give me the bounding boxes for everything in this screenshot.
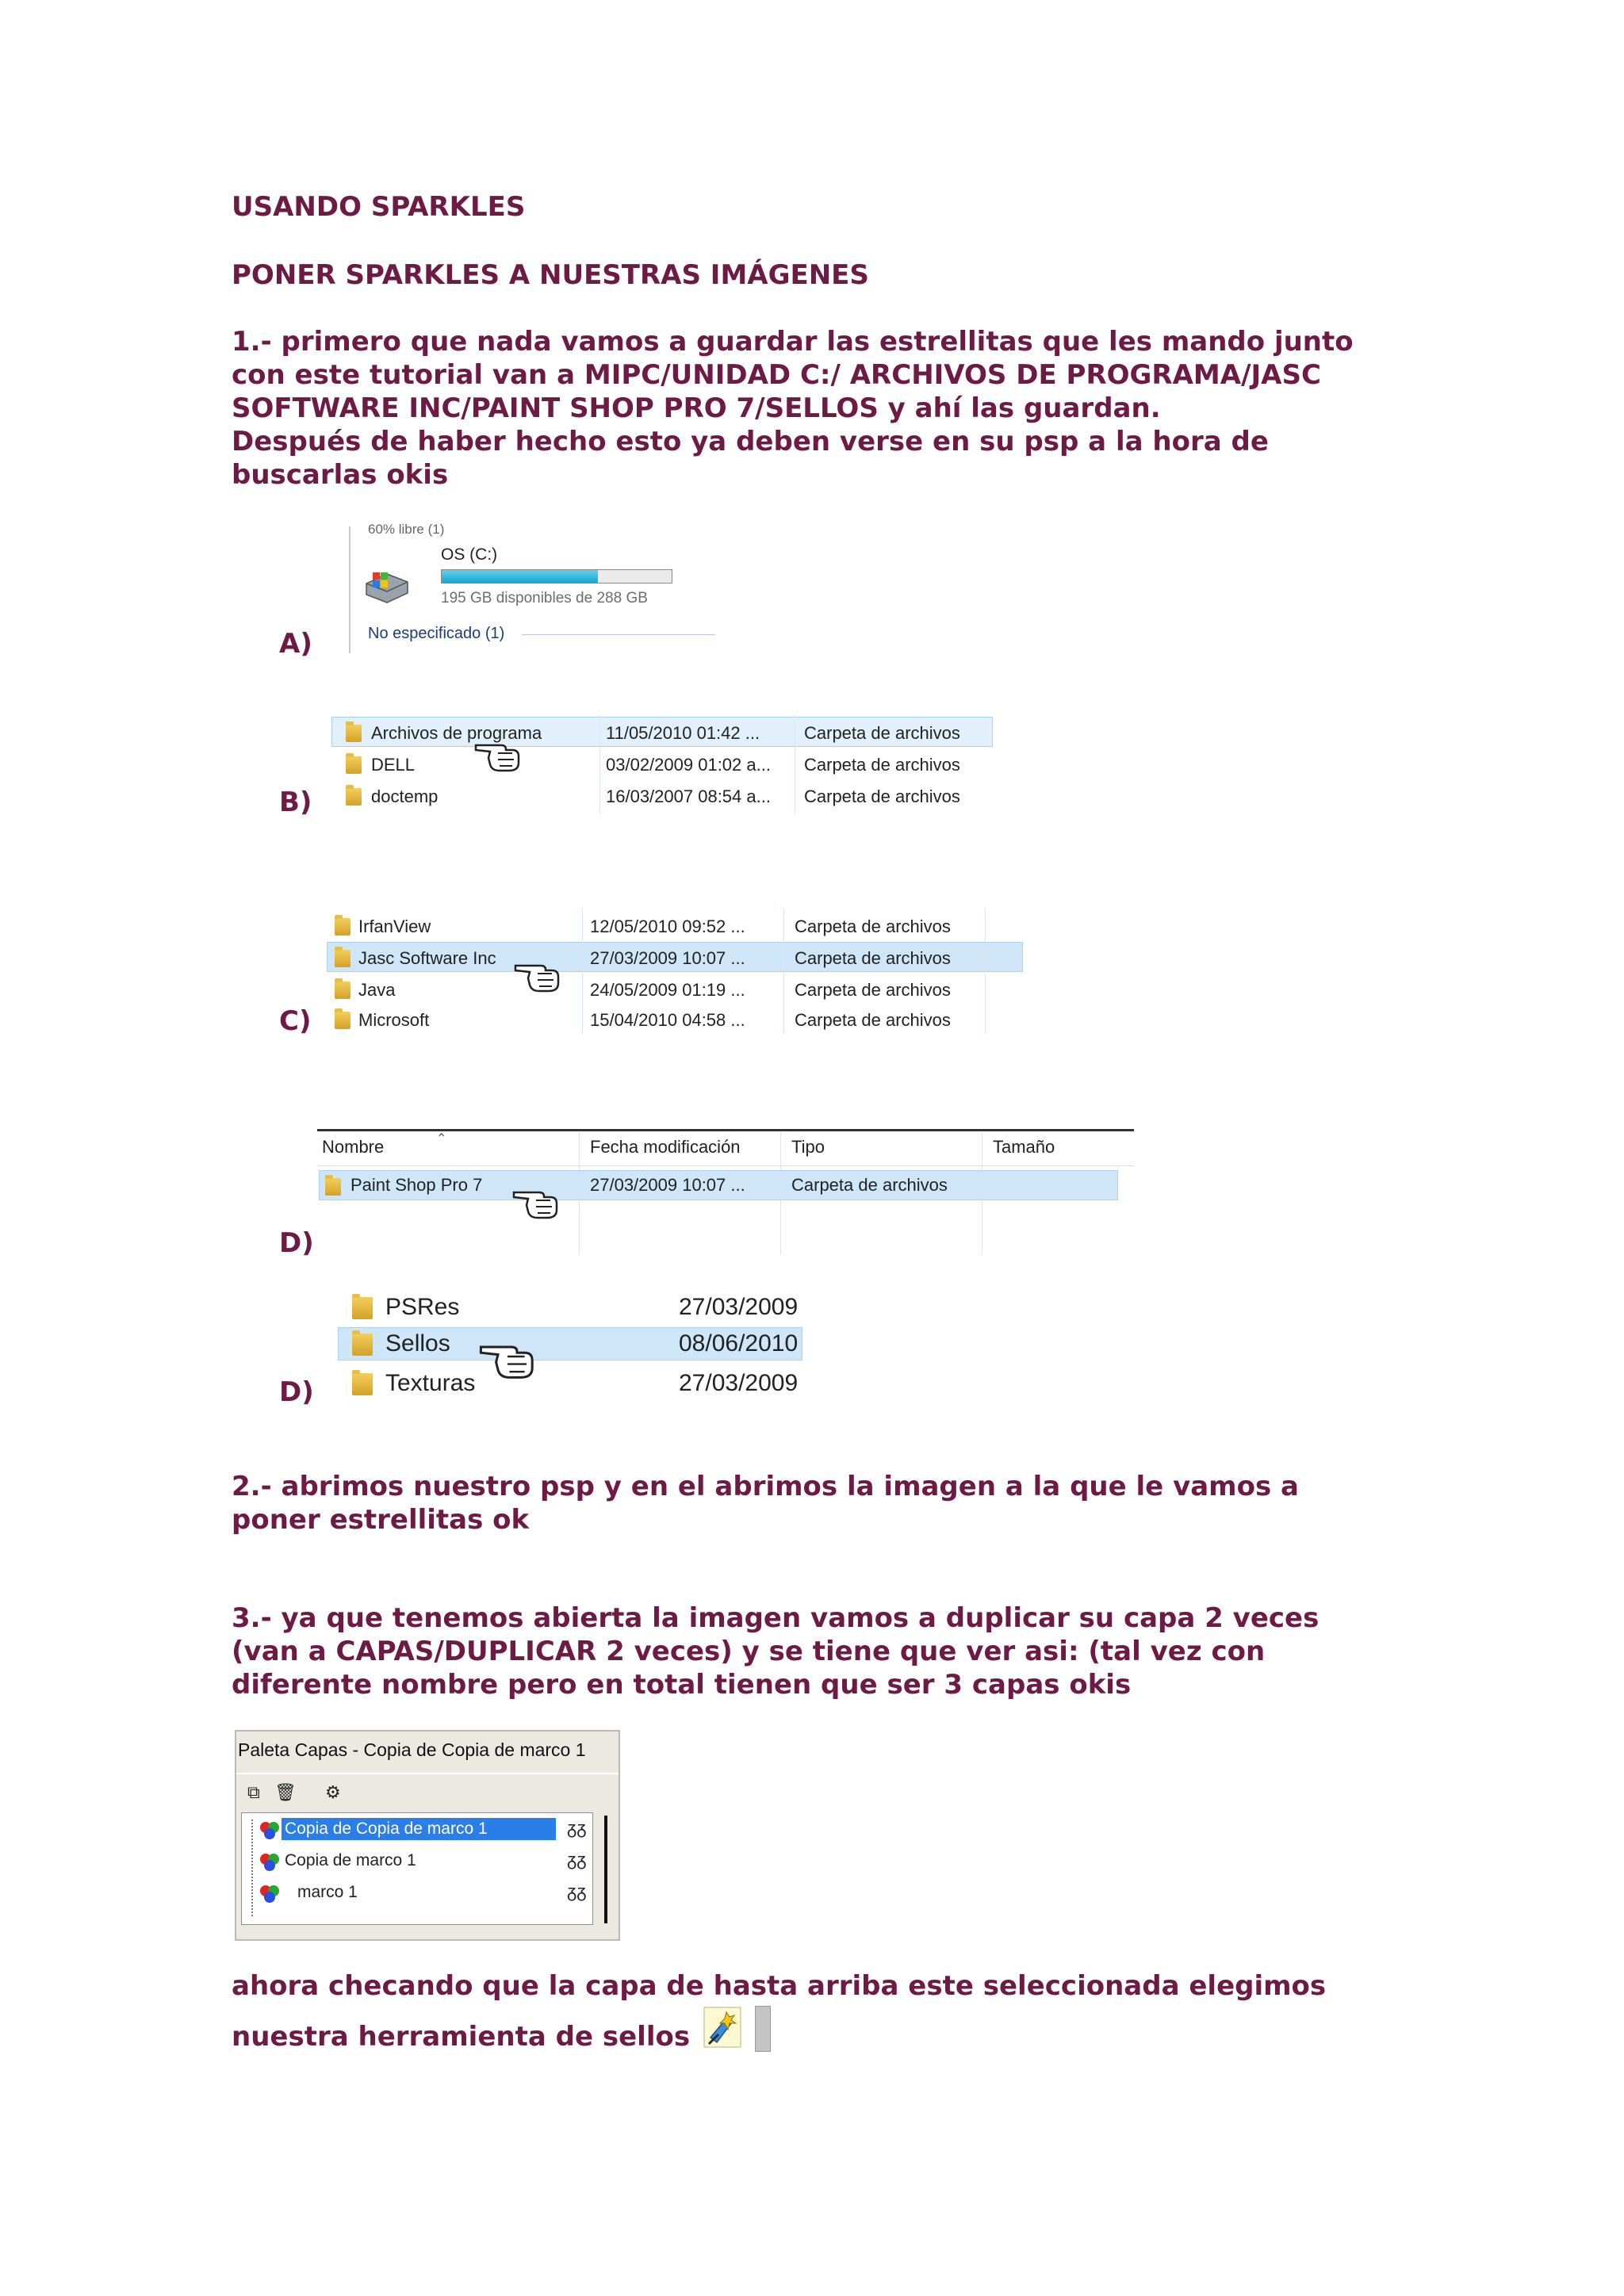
step3-line-2: (van a CAPAS/DUPLICAR 2 veces) y se tiene que ver asi: (tal vez con	[232, 1636, 1266, 1667]
label-d2: D)	[279, 1376, 314, 1408]
pointing-hand-icon	[512, 1181, 568, 1219]
step1-line-1: 1.- primero que nada vamos a guardar las estrellitas que les mando junto	[232, 326, 1354, 358]
drive-free-space: 195 GB disponibles de 288 GB	[441, 590, 648, 607]
column-header-date[interactable]: Fecha modificación	[590, 1137, 741, 1157]
row-name[interactable]: Archivos de programa	[371, 723, 542, 743]
drive-usage-bar	[441, 569, 672, 584]
folder-icon	[352, 1334, 373, 1356]
row-name[interactable]: Sellos	[385, 1330, 450, 1357]
screenshot-sellos-folder	[336, 1283, 804, 1406]
row-date: 08/06/2010	[679, 1330, 799, 1357]
layer-name[interactable]: Copia de marco 1	[285, 1851, 416, 1869]
closing-line-1: ahora checando que la capa de hasta arriba este seleccionada elegimos	[232, 1970, 1327, 2002]
sort-arrow-icon: ⌃	[436, 1132, 447, 1146]
row-name[interactable]: Texturas	[385, 1370, 476, 1396]
step1-line-3: SOFTWARE INC/PAINT SHOP PRO 7/SELLOS y ahí las guardan.	[232, 392, 1161, 424]
row-date: 11/05/2010 01:42 ...	[606, 723, 760, 743]
layer-name[interactable]: marco 1	[297, 1883, 358, 1901]
palette-scrollbar[interactable]	[604, 1816, 607, 1923]
row-date: 15/04/2010 04:58 ...	[590, 1010, 745, 1030]
visibility-icon[interactable]: ᵹᵹ	[567, 1818, 587, 1838]
row-type: Carpeta de archivos	[795, 1010, 951, 1030]
raster-layer-icon	[258, 1883, 282, 1904]
row-name[interactable]: IrfanView	[358, 916, 431, 936]
screenshot-jasc-folder	[327, 909, 1025, 1034]
palette-title: Paleta Capas - Copia de Copia de marco 1	[238, 1739, 586, 1760]
row-type: Carpeta de archivos	[795, 948, 951, 968]
column-header-name[interactable]: Nombre	[322, 1137, 385, 1157]
row-name[interactable]: DELL	[371, 755, 416, 775]
row-type: Carpeta de archivos	[795, 980, 951, 1000]
folder-icon	[352, 1297, 373, 1319]
label-d1: D)	[279, 1227, 314, 1259]
row-name[interactable]: PSRes	[385, 1294, 460, 1320]
label-a: A)	[279, 628, 312, 660]
label-b: B)	[279, 786, 312, 818]
row-name[interactable]: Jasc Software Inc	[358, 948, 496, 968]
row-type: Carpeta de archivos	[804, 723, 960, 743]
folder-icon	[346, 788, 362, 806]
new-layer-icon[interactable]: ⧉	[247, 1782, 260, 1802]
row-date: 27/03/2009	[679, 1370, 799, 1396]
doc-subtitle: PONER SPARKLES A NUESTRAS IMÁGENES	[232, 259, 869, 291]
layer-properties-icon[interactable]: ⚙	[325, 1782, 341, 1802]
screenshot-program-files	[331, 715, 998, 813]
row-type: Carpeta de archivos	[804, 755, 960, 775]
drive-name: OS (C:)	[441, 545, 498, 564]
delete-layer-icon[interactable]: 🗑	[274, 1782, 297, 1802]
layer-name[interactable]: Copia de Copia de marco 1	[285, 1820, 488, 1838]
picture-tube-tool-icon[interactable]	[703, 2006, 742, 2049]
pointing-hand-icon	[514, 955, 569, 993]
visibility-icon[interactable]: ᵹᵹ	[567, 1850, 587, 1869]
folder-icon	[335, 1012, 350, 1029]
folder-icon	[352, 1373, 373, 1395]
row-name[interactable]: doctemp	[371, 786, 439, 806]
unspecified-group[interactable]: No especificado (1)	[368, 625, 505, 642]
pointing-hand-icon	[474, 734, 530, 772]
label-c: C)	[279, 1005, 312, 1037]
drive-usage-fill	[442, 570, 598, 583]
folder-icon	[335, 982, 350, 999]
step1-line-5: buscarlas okis	[232, 459, 449, 491]
toolbar-separator	[755, 2006, 771, 2052]
row-type: Carpeta de archivos	[804, 786, 960, 806]
folder-icon	[335, 918, 350, 936]
step1-line-4: Después de haber hecho esto ya deben verse en su psp a la hora de	[232, 426, 1269, 457]
pointing-hand-icon	[479, 1334, 546, 1380]
row-date: 24/05/2009 01:19 ...	[590, 980, 745, 1000]
raster-layer-icon	[258, 1851, 282, 1872]
row-date: 27/03/2009	[679, 1294, 799, 1320]
hard-drive-icon	[363, 566, 411, 606]
layer-palette	[235, 1730, 620, 1941]
row-date: 03/02/2009 01:02 a...	[606, 755, 771, 775]
closing-line-2: nuestra herramienta de sellos	[232, 2021, 691, 2053]
raster-layer-icon	[258, 1820, 282, 1840]
row-name[interactable]: Java	[358, 980, 396, 1000]
row-name[interactable]: Microsoft	[358, 1010, 430, 1030]
pane-divider	[349, 526, 350, 653]
folder-icon	[325, 1178, 341, 1196]
column-header-type[interactable]: Tipo	[791, 1137, 825, 1157]
doc-title: USANDO SPARKLES	[232, 191, 526, 223]
step3-line-3: diferente nombre pero en total tienen que ser 3 capas okis	[232, 1669, 1132, 1701]
row-type: Carpeta de archivos	[791, 1175, 948, 1195]
step1-line-2: con este tutorial van a MIPC/UNIDAD C:/ ARCHIVOS DE PROGRAMA/JASC	[232, 359, 1321, 391]
row-date: 27/03/2009 10:07 ...	[590, 948, 745, 968]
visibility-icon[interactable]: ᵹᵹ	[567, 1881, 587, 1901]
row-type: Carpeta de archivos	[795, 916, 951, 936]
step3-line-1: 3.- ya que tenemos abierta la imagen vamos a duplicar su capa 2 veces	[232, 1602, 1320, 1634]
screenshot-paint-shop-folder	[317, 1126, 1134, 1254]
drive-free-note: 60% libre (1)	[368, 522, 445, 537]
row-date: 16/03/2007 08:54 a...	[606, 786, 771, 806]
folder-icon	[346, 725, 362, 742]
layer-list	[241, 1812, 593, 1925]
step2-line-2: poner estrellitas ok	[232, 1504, 530, 1536]
column-header-size[interactable]: Tamaño	[993, 1137, 1055, 1157]
folder-icon	[346, 756, 362, 774]
row-date: 27/03/2009 10:07 ...	[590, 1175, 745, 1195]
group-line	[522, 634, 715, 635]
row-name[interactable]: Paint Shop Pro 7	[350, 1175, 483, 1195]
folder-icon	[335, 950, 350, 967]
step2-line-1: 2.- abrimos nuestro psp y en el abrimos la imagen a la que le vamos a	[232, 1471, 1299, 1502]
row-date: 12/05/2010 09:52 ...	[590, 916, 745, 936]
screenshot-drive	[331, 523, 728, 658]
